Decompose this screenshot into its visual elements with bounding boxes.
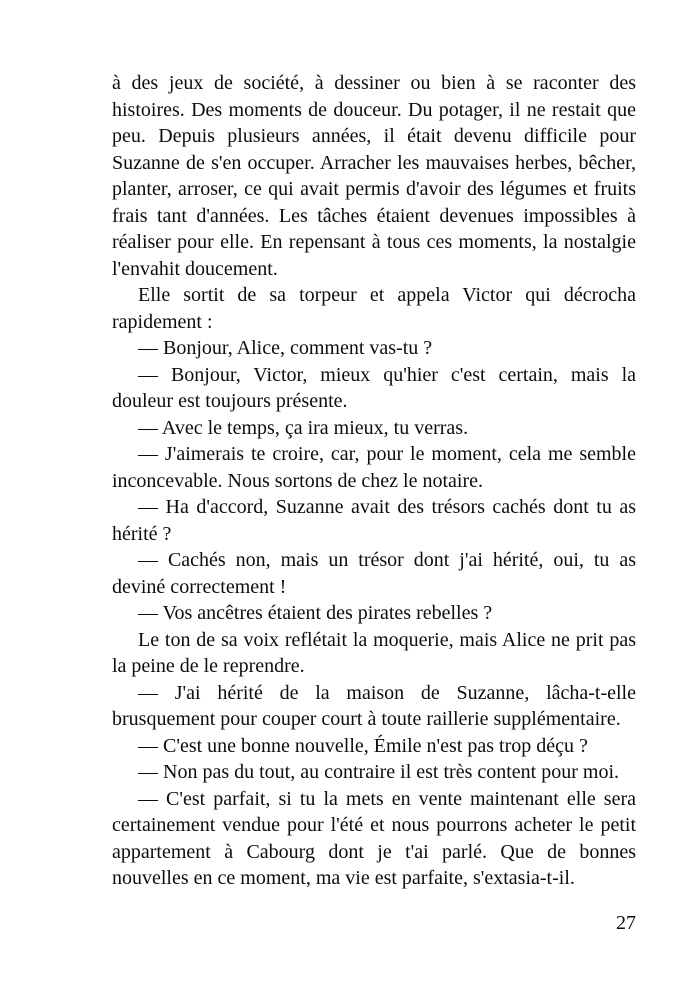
dialogue-line: — Avec le temps, ça ira mieux, tu verras. bbox=[138, 416, 469, 439]
text-body bbox=[112, 70, 636, 892]
dialogue-line: — Ha d'accord, Suzanne avait des trésors cachés dont tu as hérité ? bbox=[112, 496, 636, 545]
dialogue-line: — J'aimerais te croire, car, pour le moment, cela me semble inconcevable. Nous sortons de chez le notaire. bbox=[112, 443, 636, 492]
page-number: 27 bbox=[616, 912, 636, 934]
paragraph: Elle sortit de sa torpeur et appela Victor qui décrocha rapidement : bbox=[112, 284, 636, 333]
paragraph: Le ton de sa voix reflétait la moquerie, mais Alice ne prit pas la peine de le reprendre. bbox=[112, 628, 636, 677]
dialogue-line: — C'est parfait, si tu la mets en vente maintenant elle sera certainement vendue pour l'été et nous pourrons acheter le petit appartement à Cabourg dont je t'ai parlé. Que de bonnes nouvelles en ce moment, ma vie est parfaite, s'extasia-t-il. bbox=[112, 787, 636, 889]
dialogue-line: — Non pas du tout, au contraire il est très content pour moi. bbox=[138, 761, 620, 783]
dialogue-line: — Bonjour, Alice, comment vas-tu ? bbox=[138, 337, 433, 359]
dialogue-line: — J'ai hérité de la maison de Suzanne, lâcha-t-elle brusquement pour couper court à toute raillerie supplémentaire. bbox=[112, 681, 636, 730]
dialogue-line: — C'est une bonne nouvelle, Émile n'est pas trop déçu ? bbox=[138, 734, 588, 757]
dialogue-line: — Bonjour, Victor, mieux qu'hier c'est certain, mais la douleur est toujours présente. bbox=[112, 363, 636, 412]
dialogue-line: — Cachés non, mais un trésor dont j'ai hérité, oui, tu as deviné correctement ! bbox=[112, 549, 636, 598]
dialogue-line: — Vos ancêtres étaient des pirates rebelles ? bbox=[138, 602, 493, 624]
paragraph: à des jeux de société, à dessiner ou bien à se raconter des histoires. Des moments de douceur. Du potager, il ne restait que peu. Depuis plusieurs années, il était devenu difficile pour Suzanne de s'en occuper. Arracher les mauvaises herbes, bêcher, planter, arroser, ce qui avait permis d'avoir des légumes et fruits frais tant d'années. Les tâches étaient devenues impossibles à réaliser pour elle. En repensant à tous ces moments, la nostalgie l'envahit doucement. bbox=[112, 72, 636, 280]
